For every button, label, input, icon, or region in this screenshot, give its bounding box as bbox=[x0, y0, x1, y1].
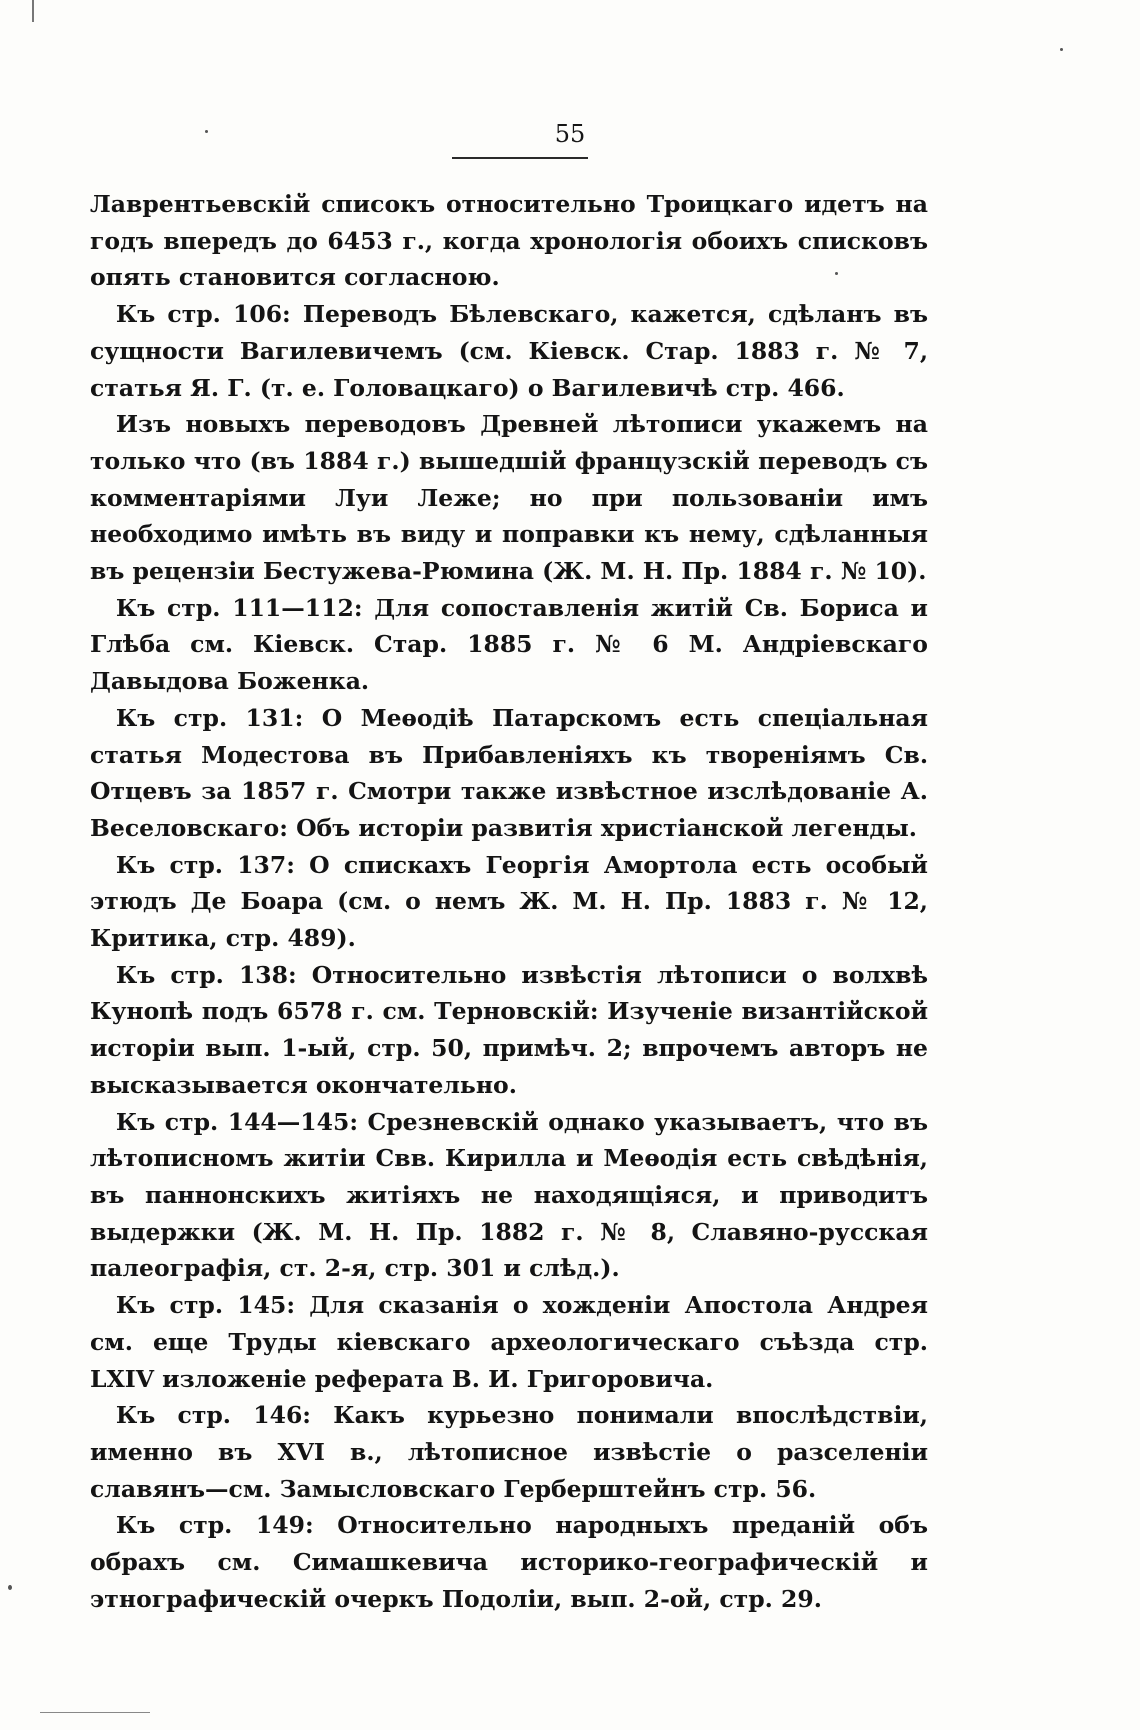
scan-margin-mark bbox=[32, 0, 34, 22]
paragraph: Къ стр. 149: Относительно народныхъ преданій объ обрахъ см. Симашкевича историко-географическій и этнографическій очеркъ Подоліи, вып. 2-ой, стр. 29. bbox=[90, 1511, 928, 1613]
page-body bbox=[90, 186, 928, 1617]
paragraph: Къ стр. 145: Для сказанія о хожденіи Апостола Андрея см. еще Труды кіевскаго археологическаго съѣзда стр. LXIV изложеніе реферата В. И. Григоровича. bbox=[90, 1291, 928, 1393]
paragraph: Къ стр. 111—112: Для сопоставленія житій Св. Бориса и Глѣба см. Кіевск. Стар. 1885 г. № 6 М. Андріевскаго Давыдова Боженка. bbox=[90, 593, 928, 696]
paragraph: Къ стр. 138: Относительно извѣстія лѣтописи о волхвѣ Кунопѣ подъ 6578 г. см. Терновскій: Изученіе византійской исторіи вып. 1-ый, стр. 50, примѣч. 2; впрочемъ авторъ не высказывается окончательно. bbox=[90, 960, 928, 1099]
header-rule bbox=[452, 157, 588, 159]
paragraph: Къ стр. 146: Какъ курьезно понимали впослѣдствіи, именно въ XVI в., лѣтописное извѣстіе о разселеніи славянъ—см. Замысловскаго Герберштейнъ стр. 56. bbox=[90, 1401, 928, 1503]
paragraph: Къ стр. 106: Переводъ Бѣлевскаго, кажется, сдѣланъ въ сущности Вагилевичемъ (см. Кіевск. Стар. 1883 г. № 7, статья Я. Г. (т. е. Головацкаго) о Вагилевичѣ стр. 466. bbox=[90, 300, 928, 402]
scan-edge-mark bbox=[40, 1712, 150, 1713]
scan-speck bbox=[205, 130, 208, 133]
paragraph: Изъ новыхъ переводовъ Древней лѣтописи укажемъ на только что (въ 1884 г.) вышедшій французскій переводъ съ комментаріями Луи Леже; но при пользованіи имъ необходимо имѣть въ виду и поправки къ нему, сдѣланныя въ рецензіи Бестужева-Рюмина (Ж. М. Н. Пр. 1884 г. № 10). bbox=[90, 410, 928, 586]
scan-speck bbox=[8, 1585, 12, 1590]
scan-speck bbox=[1060, 48, 1063, 51]
page-number: 55 bbox=[554, 120, 586, 148]
paragraph: Къ стр. 144—145: Срезневскій однако указываетъ, что въ лѣтописномъ житіи Свв. Кирилла и Меѳодія есть свѣдѣнія, въ паннонскихъ житіяхъ не находящіяся, и приводитъ выдержки (Ж. М. Н. Пр. 1882 г. № 8, Славяно-русская палеографія, ст. 2-я, стр. 301 и слѣд.). bbox=[90, 1107, 928, 1283]
page-header bbox=[0, 120, 1140, 148]
paragraph: Къ стр. 137: О спискахъ Георгія Амортола есть особый этюдъ Де Боара (см. о немъ Ж. М. Н. Пр. 1883 г. № 12, Критика, стр. 489). bbox=[90, 850, 928, 953]
paragraph: Къ стр. 131: О Меѳодіѣ Патарскомъ есть спеціальная статья Модестова въ Прибавленіяхъ къ твореніямъ Св. Отцевъ за 1857 г. Смотри также извѣстное изслѣдованіе А. Веселовскаго: Объ исторіи развитія христіанской легенды. bbox=[90, 703, 928, 842]
paragraph: Лаврентьевскій списокъ относительно Троицкаго идетъ на годъ впередъ до 6453 г., когда хронологія обоихъ списковъ опять становится согласною. bbox=[90, 190, 928, 292]
scan-speck bbox=[835, 272, 838, 275]
